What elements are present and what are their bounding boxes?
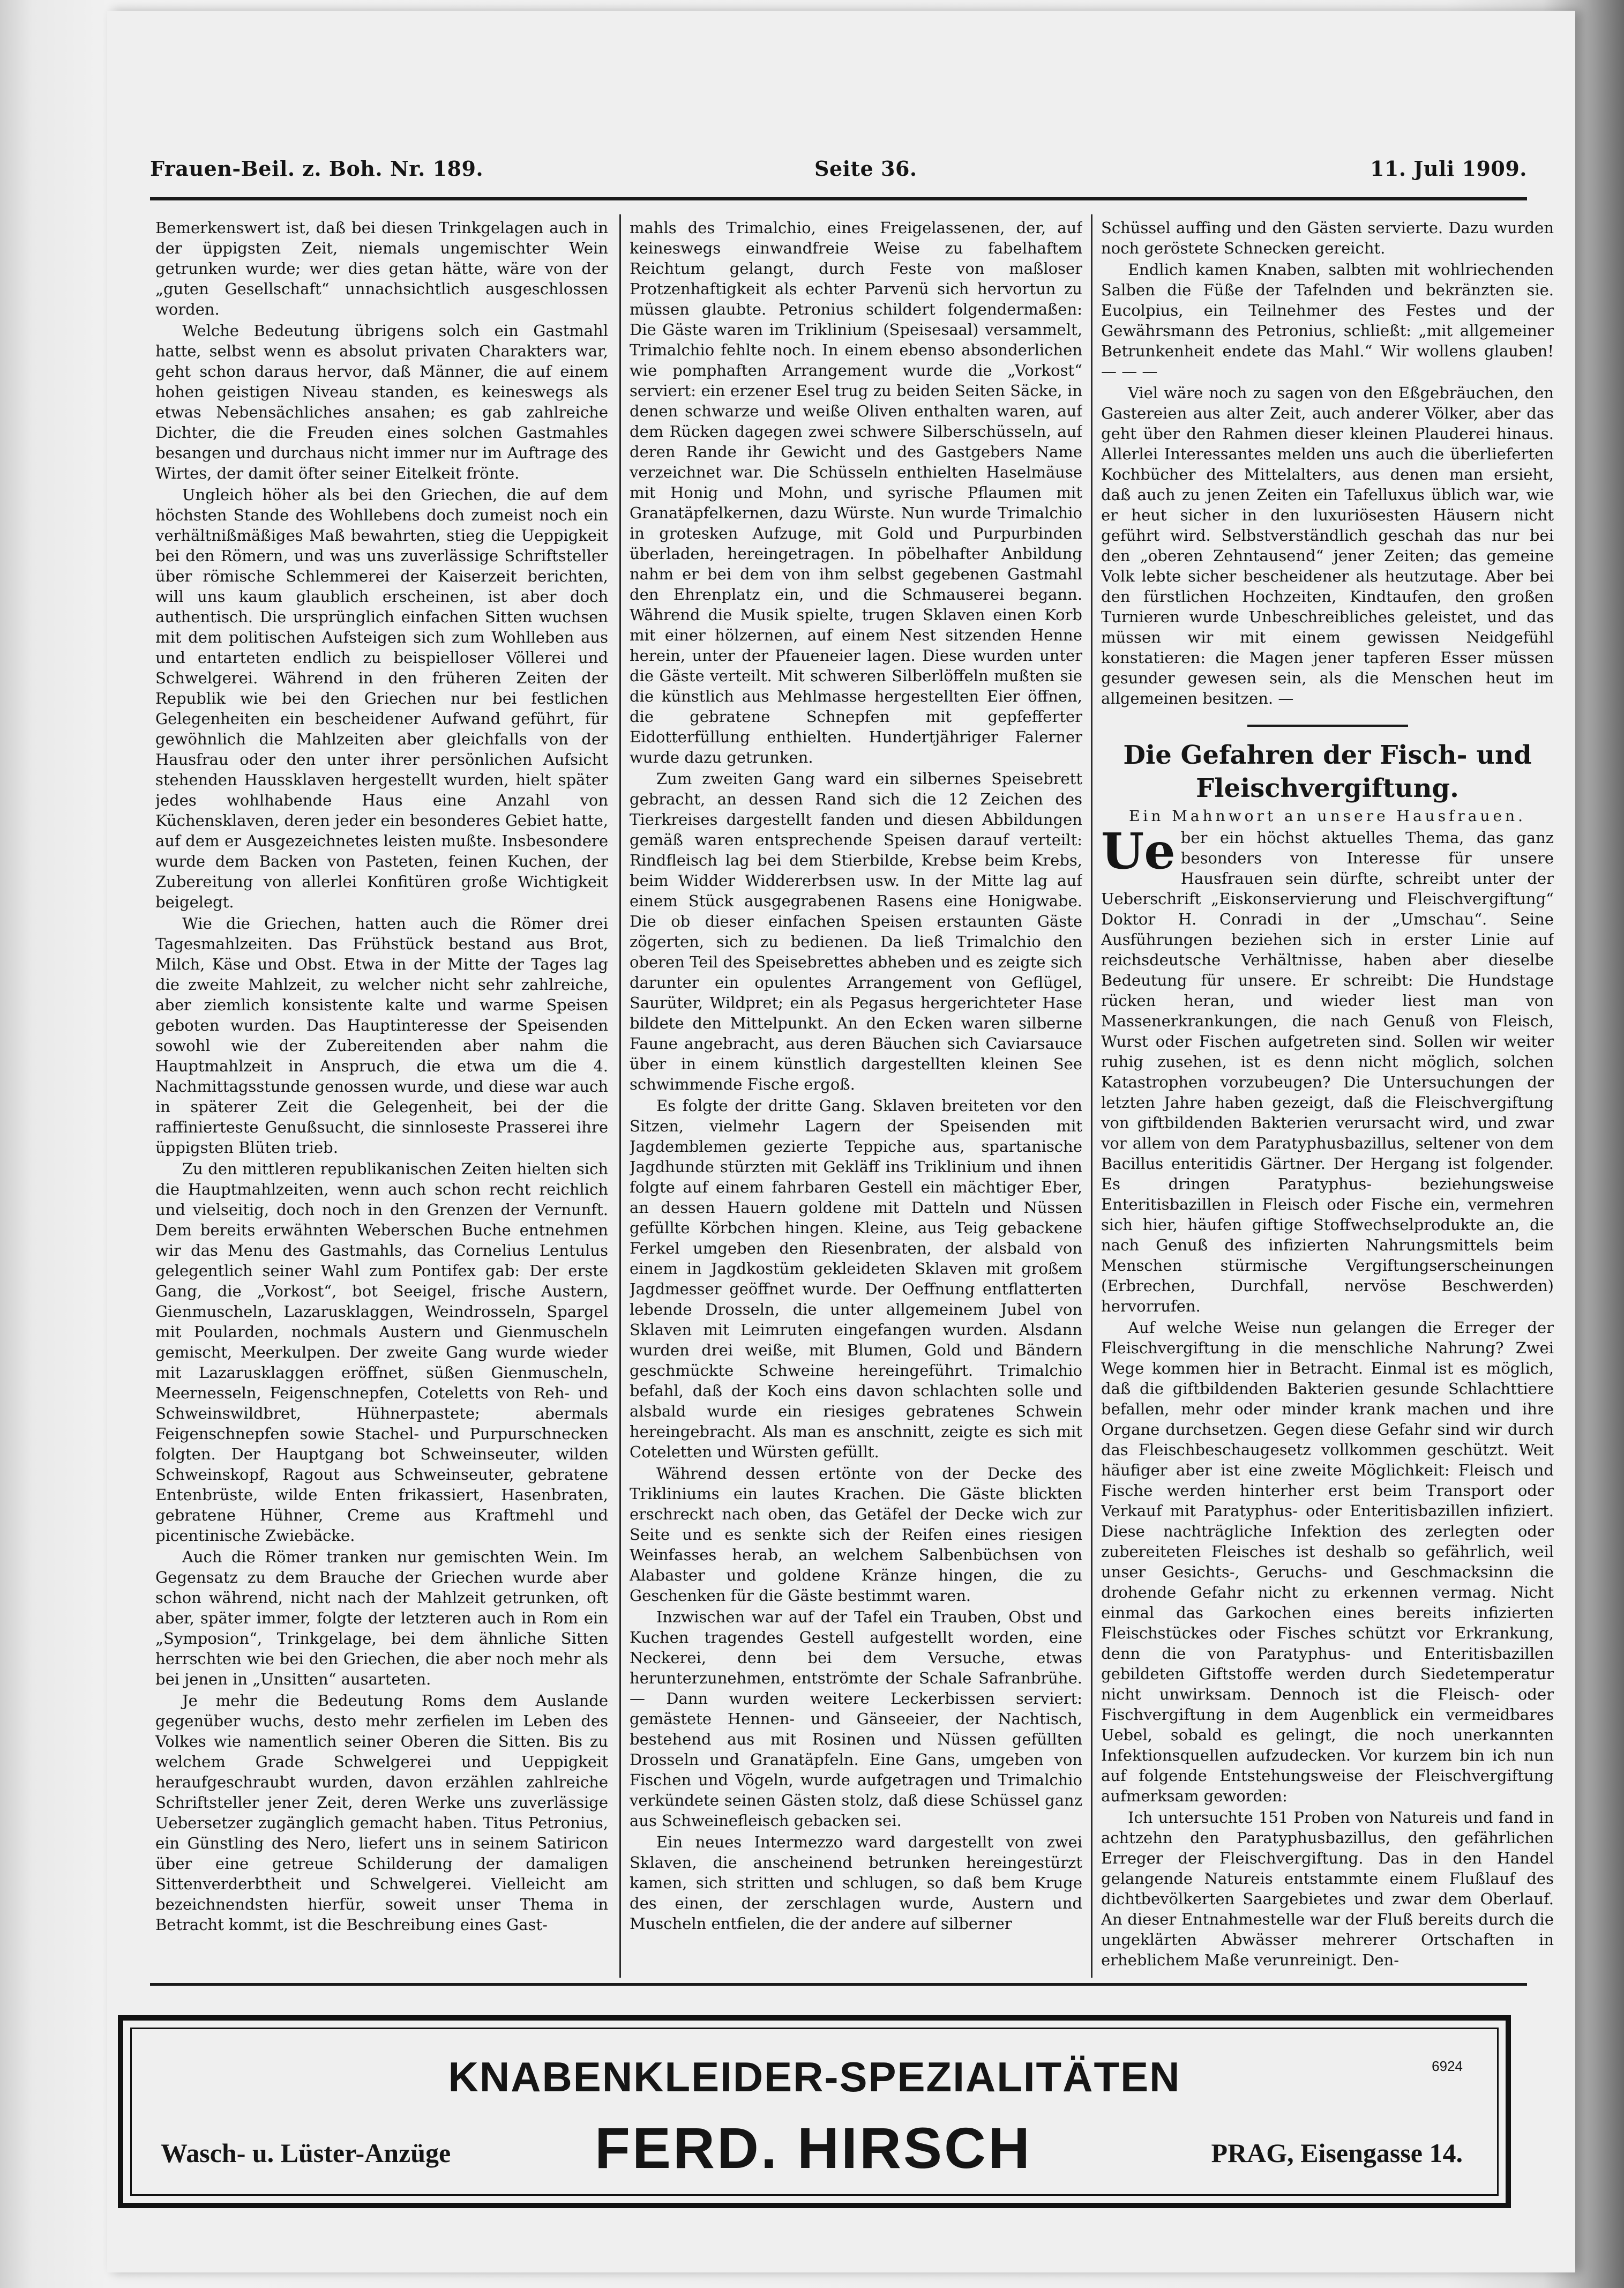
- advertisement: [118, 2015, 1511, 2208]
- ad-code: 6924: [1432, 2058, 1463, 2074]
- article-title: Die Gefahren der Fisch- und Fleischvergiftung.: [1123, 740, 1532, 803]
- newspaper-page: [107, 11, 1575, 2272]
- paragraph: Zu den mittleren republikanischen Zeiten hielten sich die Hauptmahlzeiten, wenn auch schon recht reichlich und vielseitig, doch noch in den Grenzen der Vernunft. Dem bereits erwähnten Weberschen Buche entnehmen wir das Menu des Gastmahls, das Cornelius Lentulus gelegentlich seiner Wahl zum Pontifex gab: Der erste Gang, die „Vorkost“, bot Seeigel, frische Austern, Gienmuscheln, Lazarusklaggen, Weindrosseln, Spargel mit Poularden, nochmals Austern und Gienmuscheln gemischt, Meerkulpen. Der zweite Gang wurde wieder mit Lazarusklaggen eröffnet, süßen Gienmuscheln, Meernesseln, Feigenschnepfen, Coteletts von Reh- und Schweinswildbret, Hühnerpastete; abermals Feigenschnepfen sowie Stachel- und Purpurschnecken folgten. Der Hauptgang bot Schweinseuter, wilden Schweinskopf, Ragout aus Schweinseuter, gebratene Entenbrüste, wilde Enten frikassiert, Hasenbraten, gebratene Hühner, Creme aus Kraftmehl und picentinische Zwiebäcke.: [155, 1160, 608, 1545]
- article-subtitle: Ein Mahnwort an unsere Hausfrauen.: [1128, 807, 1526, 825]
- paragraph: Viel wäre noch zu sagen von den Eßgebräuchen, den Gastereien aus alter Zeit, auch anderer Völker, aber das geht über den Rahmen dieser kleinen Plauderei hinaus. Allerlei Interessantes melden uns auch die überlieferten Kochbücher des Mittelalters, aus denen man ersieht, daß auch zu jenen Zeiten ein Tafelluxus üblich war, wie er heut sicher in den luxuriösesten Häusern nicht geführt wird. Selbstverständlich geschah das nur bei den „oberen Zehntausend“ jener Zeiten; das gemeine Volk lebte sicher bescheidener als heutzutage. Aber bei den fürstlichen Hochzeiten, Kindtaufen, den großen Turnieren wurde Unbeschreibliches geleistet, und das müssen wir mit einem gewissen Neidgefühl konstatieren: die Magen jener tapferen Esser müssen gesunder gewesen sein, als die Menschen heut im allgemeinen besitzen. —: [1101, 384, 1554, 707]
- paragraph: Zum zweiten Gang ward ein silbernes Speisebrett gebracht, an dessen Rand sich die 12 Zeichen des Tierkreises dargestellt fanden und diesen Abbildungen gemäß waren entsprechende Speisen darauf verteilt: Rindfleisch lag bei dem Stierbilde, Krebse beim Krebs, beim Widder Widdererbsen usw. In der Mitte lag auf einem Stück ausgegrabenen Rasens eine Honigwabe. Die ob dieser einfachen Speisen erstaunten Gäste zögerten, sich zu bedienen. Da ließ Trimalchio den oberen Teil des Speisebrettes abheben und es zeigte sich darunter ein opulentes Arrangement von Geflügel, Saurüter, Wildpret; ein als Pegasus hergerichteter Hase bildete den Mittelpunkt. An den Ecken waren silberne Faune angebracht, aus deren Bäuchen sich Caviarsauce über in einem künstlich dargestellten kleinen See schwimmende Fische ergoß.: [630, 770, 1082, 1093]
- paragraph: Schüssel auffing und den Gästen servierte. Dazu wurden noch geröstete Schnecken gereicht.: [1101, 219, 1554, 257]
- drop-cap: Ue: [1101, 822, 1176, 880]
- ad-products: Wasch- u. Lüster-Anzüge: [161, 2138, 451, 2168]
- footer-rule: [150, 1983, 1527, 1986]
- column-2: [630, 218, 1082, 1981]
- paragraph: Ich untersuchte 151 Proben von Natureis und fand in achtzehn den Paratyphusbazillus, den gefährlichen Erreger der Fleischvergiftung. Das in den Handel gelangende Natureis entstammte einem Flußlauf des dichtbevölkerten Saargebietes und zwar dem Oberlauf. An dieser Entnahmestelle war der Fluß bereits durch die ungeklärten Abwässer mehrerer Ortschaften in erheblichem Maße verunreinigt. Den-: [1101, 1808, 1554, 1969]
- article-first-text: ber ein höchst aktuelles Thema, das ganz besonders von Interesse für unsere Hausfrauen sein dürfte, schreibt unter der Ueberschrift „Eiskonservierung und Fleischvergiftung“ Doktor H. Conradi in der „Umschau“. Seine Ausführungen beziehen sich in erster Linie auf reichsdeutsche Verhältnisse, haben aber dieselbe Bedeutung für unsere. Er schreibt: Die Hundstage rücken heran, und wieder liest man von Massenerkrankungen, die nach Genuß von Fleisch, Wurst oder Fischen aufgetreten sind. Sollen wir weiter ruhig zusehen, ist es denn nicht möglich, solchen Katastrophen vorzubeugen? Die Untersuchungen der letzten Jahre haben gezeigt, daß die Fleischvergiftung von giftbildenden Bakterien verursacht wird, und zwar vor allem von dem Paratyphusbazillus, seltener von dem Bacillus enteritidis Gärtner. Der Hergang ist folgender. Es dringen Paratyphus- beziehungsweise Enteritisbazillen in Fleisch oder Fische ein, vermehren sich hier, häufen giftige Stoffwechselprodukte an, die nach Genuß des infizierten Nahrungsmittels beim Menschen stürmische Vergiftungserscheinungen (Erbrechen, Durchfall, nervöse Beschwerden) hervorrufen.: [1101, 829, 1554, 1315]
- column-separator: [619, 214, 621, 1978]
- column-1: [155, 218, 608, 1981]
- paragraph: Inzwischen war auf der Tafel ein Trauben, Obst und Kuchen tragendes Gestell aufgestellt worden, eine Neckerei, denn bei dem Versuche, etwas herunterzunehmen, entströmte der Schale Safranbrühe. — Dann wurden weitere Leckerbissen serviert: gemästete Hennen- und Gänseeier, der Nachtisch, bestehend aus mit Rosinen und Nüssen gefüllten Drosseln und Granatäpfeln. Eine Gans, umgeben von Fischen und Vögeln, wurde aufgetragen und Trimalchio verkündete seinen Gästen stolz, daß diese Schüssel ganz aus Schweinefleisch gebacken sei.: [630, 1608, 1082, 1830]
- ad-company-name: FERD. HIRSCH: [595, 2115, 1032, 2180]
- paragraph: Auf welche Weise nun gelangen die Erreger der Fleischvergiftung in die menschliche Nahrung? Zwei Wege kommen hier in Betracht. Einmal ist es möglich, daß die giftbildenden Bakterien gesunde Schlachttiere befallen, mehr oder minder krank machen und ihre Organe durchsetzen. Gegen diese Gefahr sind wir durch das Fleischbeschaugesetz vollkommen geschützt. Weit häufiger aber ist eine zweite Möglichkeit: Fleisch und Fische werden hinterher erst beim Transport oder Verkauf mit Paratyphus- oder Enteritisbazillen infiziert. Diese nachträgliche Infektion des zerlegten oder zubereiteten Fleisches ist deshalb so gefährlich, weil unser Gesichts-, Geruchs- und Geschmacksinn die drohende Gefahr nicht zu erkennen vermag. Nicht einmal das Garkochen eines bereits infizierten Fleischstückes oder Fisches schützt vor Erkrankung, denn die von Paratyphus- und Enteritisbazillen gebildeten Giftstoffe werden durch Siedetemperatur nicht unwirksam. Dennoch ist die Fleisch- oder Fischvergiftung in dem Augenblick ein vermeidbares Uebel, sobald es gelingt, die noch unerkannten Infektionsquellen aufzudecken. Vor kurzem bin ich nun auf folgende Entstehungsweise der Fleischvergiftung aufmerksam geworden:: [1101, 1318, 1554, 1805]
- header-page-number: Seite 36.: [814, 156, 917, 181]
- ad-address: PRAG, Eisengasse 14.: [1211, 2138, 1463, 2168]
- paragraph: Endlich kamen Knaben, salbten mit wohlriechenden Salben die Füße der Tafelnden und bekränzten sie. Eucolpius, ein Teilnehmer des Festes und der Gewährsmann des Petronius, schließt: „mit allgemeiner Betrunkenheit endete das Mahl.“ Wir wollens glauben! — — —: [1101, 260, 1554, 381]
- paragraph: mahls des Trimalchio, eines Freigelassenen, der, auf keineswegs einwandfreie Weise zu fabelhaftem Reichtum gelangt, durch Feste von maßloser Protzenhaftigkeit als echter Parvenü sich hervortun zu müssen glaubte. Petronius schildert folgendermaßen: Die Gäste waren im Triklinium (Speisesaal) versammelt, Trimalchio fehlte noch. In einem ebenso absonderlichen wie pomphaften Arrangement wurde die „Vorkost“ serviert: ein erzener Esel trug zu beiden Seiten Säcke, in denen schwarze und weiße Oliven enthalten waren, auf dem Rücken dagegen zwei schwere Silberschüsseln, auf deren Rande ihr Gewicht und des Gastgebers Name verzeichnet war. Die Schüsseln enthielten Haselmäuse mit Honig und Mohn, und syrische Pflaumen mit Granatäpfelkernen, dazu Würste. Nun wurde Trimalchio in grotesken Aufzuge, mit Gold und Purpurbinden überladen, hereingetragen. In pöbelhafter Anbildung nahm er bei dem von ihm selbst gegebenen Gastmahl den Ehrenplatz ein, und die Schmauserei begann. Während die Musik spielte, trugen Sklaven einen Korb mit einer hölzernen, auf einem Nest sitzenden Henne herein, unter der Pfaueneier lagen. Diese wurden unter die Gäste verteilt. Mit schweren Silberlöffeln mußten sie die künstlich aus Mehlmasse hergestellten Eier öffnen, die gebratene Schnepfen mit gepfefferter Eidotterfüllung enthielten. Hundertjähriger Falerner wurde dazu getrunken.: [630, 219, 1082, 766]
- article-divider: [1247, 725, 1408, 727]
- paragraph: Je mehr die Bedeutung Roms dem Auslande gegenüber wuchs, desto mehr zerfielen im Leben des Volkes wie namentlich seiner Oberen die Sitten. Bis zu welchem Grade Schwelgerei und Ueppigkeit heraufgeschraubt wurden, davon erzählen zahlreiche Schriftsteller jener Zeit, deren Werke uns zuverlässige Uebersetzer zugänglich gemacht haben. Titus Petronius, ein Günstling des Nero, liefert uns in seinem Satiricon über eine getreue Schilderung der damaligen Sittenverderbtheit und Schwelgerei. Vielleicht am bezeichnendsten hierfür, soweit unser Thema in Betracht kommt, ist die Beschreibung eines Gast-: [155, 1691, 608, 1934]
- paragraph: Auch die Römer tranken nur gemischten Wein. Im Gegensatz zu dem Brauche der Griechen wurde aber schon während, nicht nach der Mahlzeit getrunken, oft aber, später immer, folgte der letzteren auch in Rom ein „Symposion“, Trinkgelage, bei dem ähnliche Sitten herrschten wie bei den Griechen, die aber noch mehr als bei jenen in „Unsitten“ ausarteten.: [155, 1548, 608, 1688]
- article-first-paragraph: [1101, 822, 1554, 1316]
- ad-headline: KNABENKLEIDER-SPEZIALITÄTEN: [448, 2053, 1181, 2100]
- paragraph: Bemerkenswert ist, daß bei diesen Trinkgelagen auch in der üppigsten Zeit, niemals ungemischter Wein getrunken wurde; wer dies getan hätte, wäre von der „guten Gesellschaft“ unnachsichtlich ausgeschlossen worden.: [155, 219, 608, 318]
- page-header: [150, 156, 1527, 194]
- column-separator: [1091, 214, 1092, 1978]
- paragraph: Es folgte der dritte Gang. Sklaven breiteten vor den Sitzen, vielmehr Lagern der Speisenden mit Jagdemblemen gezierte Teppiche aus, spartanische Jagdhunde stürzten mit Gekläff ins Triklinium und ihnen folgte auf einem fahrbaren Gestell ein mächtiger Eber, an dessen Hauern goldene mit Datteln und Nüssen gefüllte Körbchen hingen. Kleine, aus Teig gebackene Ferkel umgeben den Riesenbraten, der alsbald von einem in Jagdkostüm gekleideten Sklaven mit großem Jagdmesser geöffnet wurde. Der Oeffnung entflatterten lebende Drosseln, die unter allgemeinem Jubel von Sklaven mit Leimruten eingefangen wurden. Alsdann wurden drei weiße, mit Blumen, Gold und Bändern geschmückte Schweine hereingeführt. Trimalchio befahl, daß der Koch eins davon schlachten solle und alsbald wurde ein riesiges gebratenes Schwein hereingebracht. Als man es anschnitt, zeigte es sich mit Coteletten und Würsten gefüllt.: [630, 1097, 1082, 1461]
- paragraph: Welche Bedeutung übrigens solch ein Gastmahl hatte, selbst wenn es absolut privaten Charakters war, geht schon daraus hervor, daß Männer, die auf einem hohen geistigen Niveau standen, es keineswegs als etwas Nebensächliches ansahen; es gab zahlreiche Dichter, die die Freuden eines solchen Gastmahles besangen und durchaus nicht immer nur im Auftrage des Wirtes, der damit öfter seiner Eitelkeit frönte.: [155, 322, 608, 482]
- paragraph: Wie die Griechen, hatten auch die Römer drei Tagesmahlzeiten. Das Frühstück bestand aus Brot, Milch, Käse und Obst. Etwa in der Mitte der Tages lag die zweite Mahlzeit, zu welcher nicht sehr zahlreiche, aber ziemlich konsistente kalte und warme Speisen geboten wurden. Das Hauptinteresse der Speisenden sowohl wie der Zubereitenden aber nahm die Hauptmahlzeit in Anspruch, die etwa um die 4. Nachmittagsstunde genossen wurde, und diese war auch in späterer Zeit die Gelegenheit, bei der die raffinierteste Genußsucht, die sinnloseste Prasserei ihre üppigsten Blüten trieb.: [155, 914, 608, 1157]
- paragraph: Ungleich höher als bei den Griechen, die auf dem höchsten Stande des Wohllebens doch zumeist noch ein verhältnißmäßiges Maß bewahrten, stieg die Ueppigkeit bei den Römern, und was uns zuverlässige Schriftsteller über römische Schlemmerei der Kaiserzeit berichten, will uns kaum glaublich erscheinen, ist aber doch authentisch. Die ursprünglich einfachen Sitten wuchsen mit dem politischen Aufsteigen sich zum Wohlleben aus und entarteten endlich zu beispielloser Völlerei und Schwelgerei. Während in den früheren Zeiten der Republik wie bei den Griechen nur bei festlichen Gelegenheiten ein bescheidener Aufwand geführt, für gewöhnlich die Mahlzeiten aber gleichfalls von der Hausfrau oder den unter ihrer persönlichen Aufsicht stehenden Haussklaven hergestellt wurden, hielt später jedes wohlhabende Haus eine Anzahl von Küchensklaven, deren jeder ein besonderes Gebiet hatte, auf dem er Ausgezeichnetes leisten mußte. Insbesondere wurde dem Backen von Pasteten, feinen Kuchen, der Zubereitung von allerlei Konfitüren große Wichtigkeit beigelegt.: [155, 486, 608, 911]
- header-date: 11. Juli 1909.: [1369, 156, 1527, 181]
- paragraph: Während dessen ertönte von der Decke des Trikliniums ein lautes Krachen. Die Gäste blickten erschreckt nach oben, das Getäfel der Decke wich zur Seite und es senkte sich der Reifen eines riesigen Weinfasses herab, an welchem Salbenbüchsen von Alabaster und goldene Kränze hingen, die zu Geschenken für die Gäste bestimmt waren.: [630, 1464, 1082, 1605]
- column-3: [1101, 218, 1554, 1981]
- header-publication: Frauen-Beil. z. Boh. Nr. 189.: [150, 156, 484, 181]
- header-rule: [150, 197, 1527, 200]
- paragraph: Ein neues Intermezzo ward dargestellt von zwei Sklaven, die anscheinend betrunken hereingestürzt kamen, sich stritten und schlugen, so daß bem Kruge des einen, der zerschlagen wurde, Austern und Muscheln entfielen, die der andere auf silberner: [630, 1833, 1082, 1933]
